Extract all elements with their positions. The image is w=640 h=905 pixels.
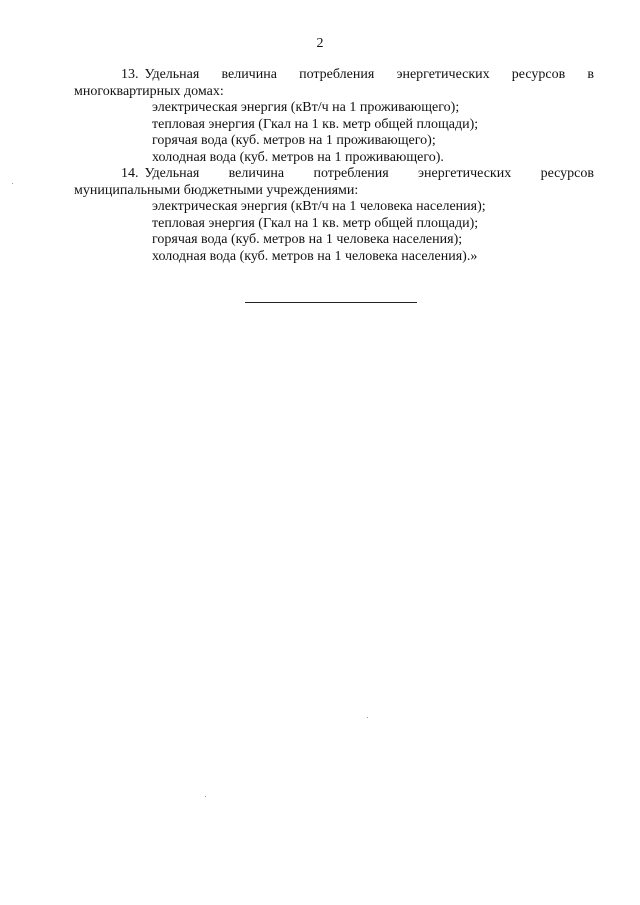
list-item-14: [74, 166, 594, 265]
sub-item: электрическая энергия (кВт/ч на 1 человека населения);: [152, 199, 486, 214]
item-heading-text: Удельная величина потребления энергетических ресурсов в многоквартирных домах:: [74, 67, 594, 99]
scan-speck: [367, 717, 368, 718]
sub-item: холодная вода (куб. метров на 1 человека населения).»: [152, 248, 478, 264]
closing-rule: [245, 302, 417, 303]
indicator-list: [74, 67, 594, 265]
sub-item: тепловая энергия (Гкал на 1 кв. метр общей площади);: [152, 116, 479, 132]
item-heading: [74, 166, 594, 199]
scan-speck: [205, 796, 206, 797]
scan-speck: [12, 183, 13, 184]
sub-item: горячая вода (куб. метров на 1 проживающего);: [152, 133, 436, 148]
sub-item: горячая вода (куб. метров на 1 человека населения);: [152, 232, 463, 247]
list-item-13: [74, 67, 594, 166]
page-number: 2: [316, 36, 324, 51]
item-heading-text: Удельная величина потребления энергетических ресурсов муниципальными бюджетными учреждениями:: [74, 166, 594, 198]
item-number: 13.: [121, 67, 139, 82]
sub-item: холодная вода (куб. метров на 1 проживающего).: [152, 149, 444, 165]
item-heading: [74, 67, 594, 100]
item-number: 14.: [121, 166, 139, 181]
sub-item: электрическая энергия (кВт/ч на 1 проживающего);: [152, 100, 460, 115]
sub-item: тепловая энергия (Гкал на 1 кв. метр общей площади);: [152, 215, 479, 231]
